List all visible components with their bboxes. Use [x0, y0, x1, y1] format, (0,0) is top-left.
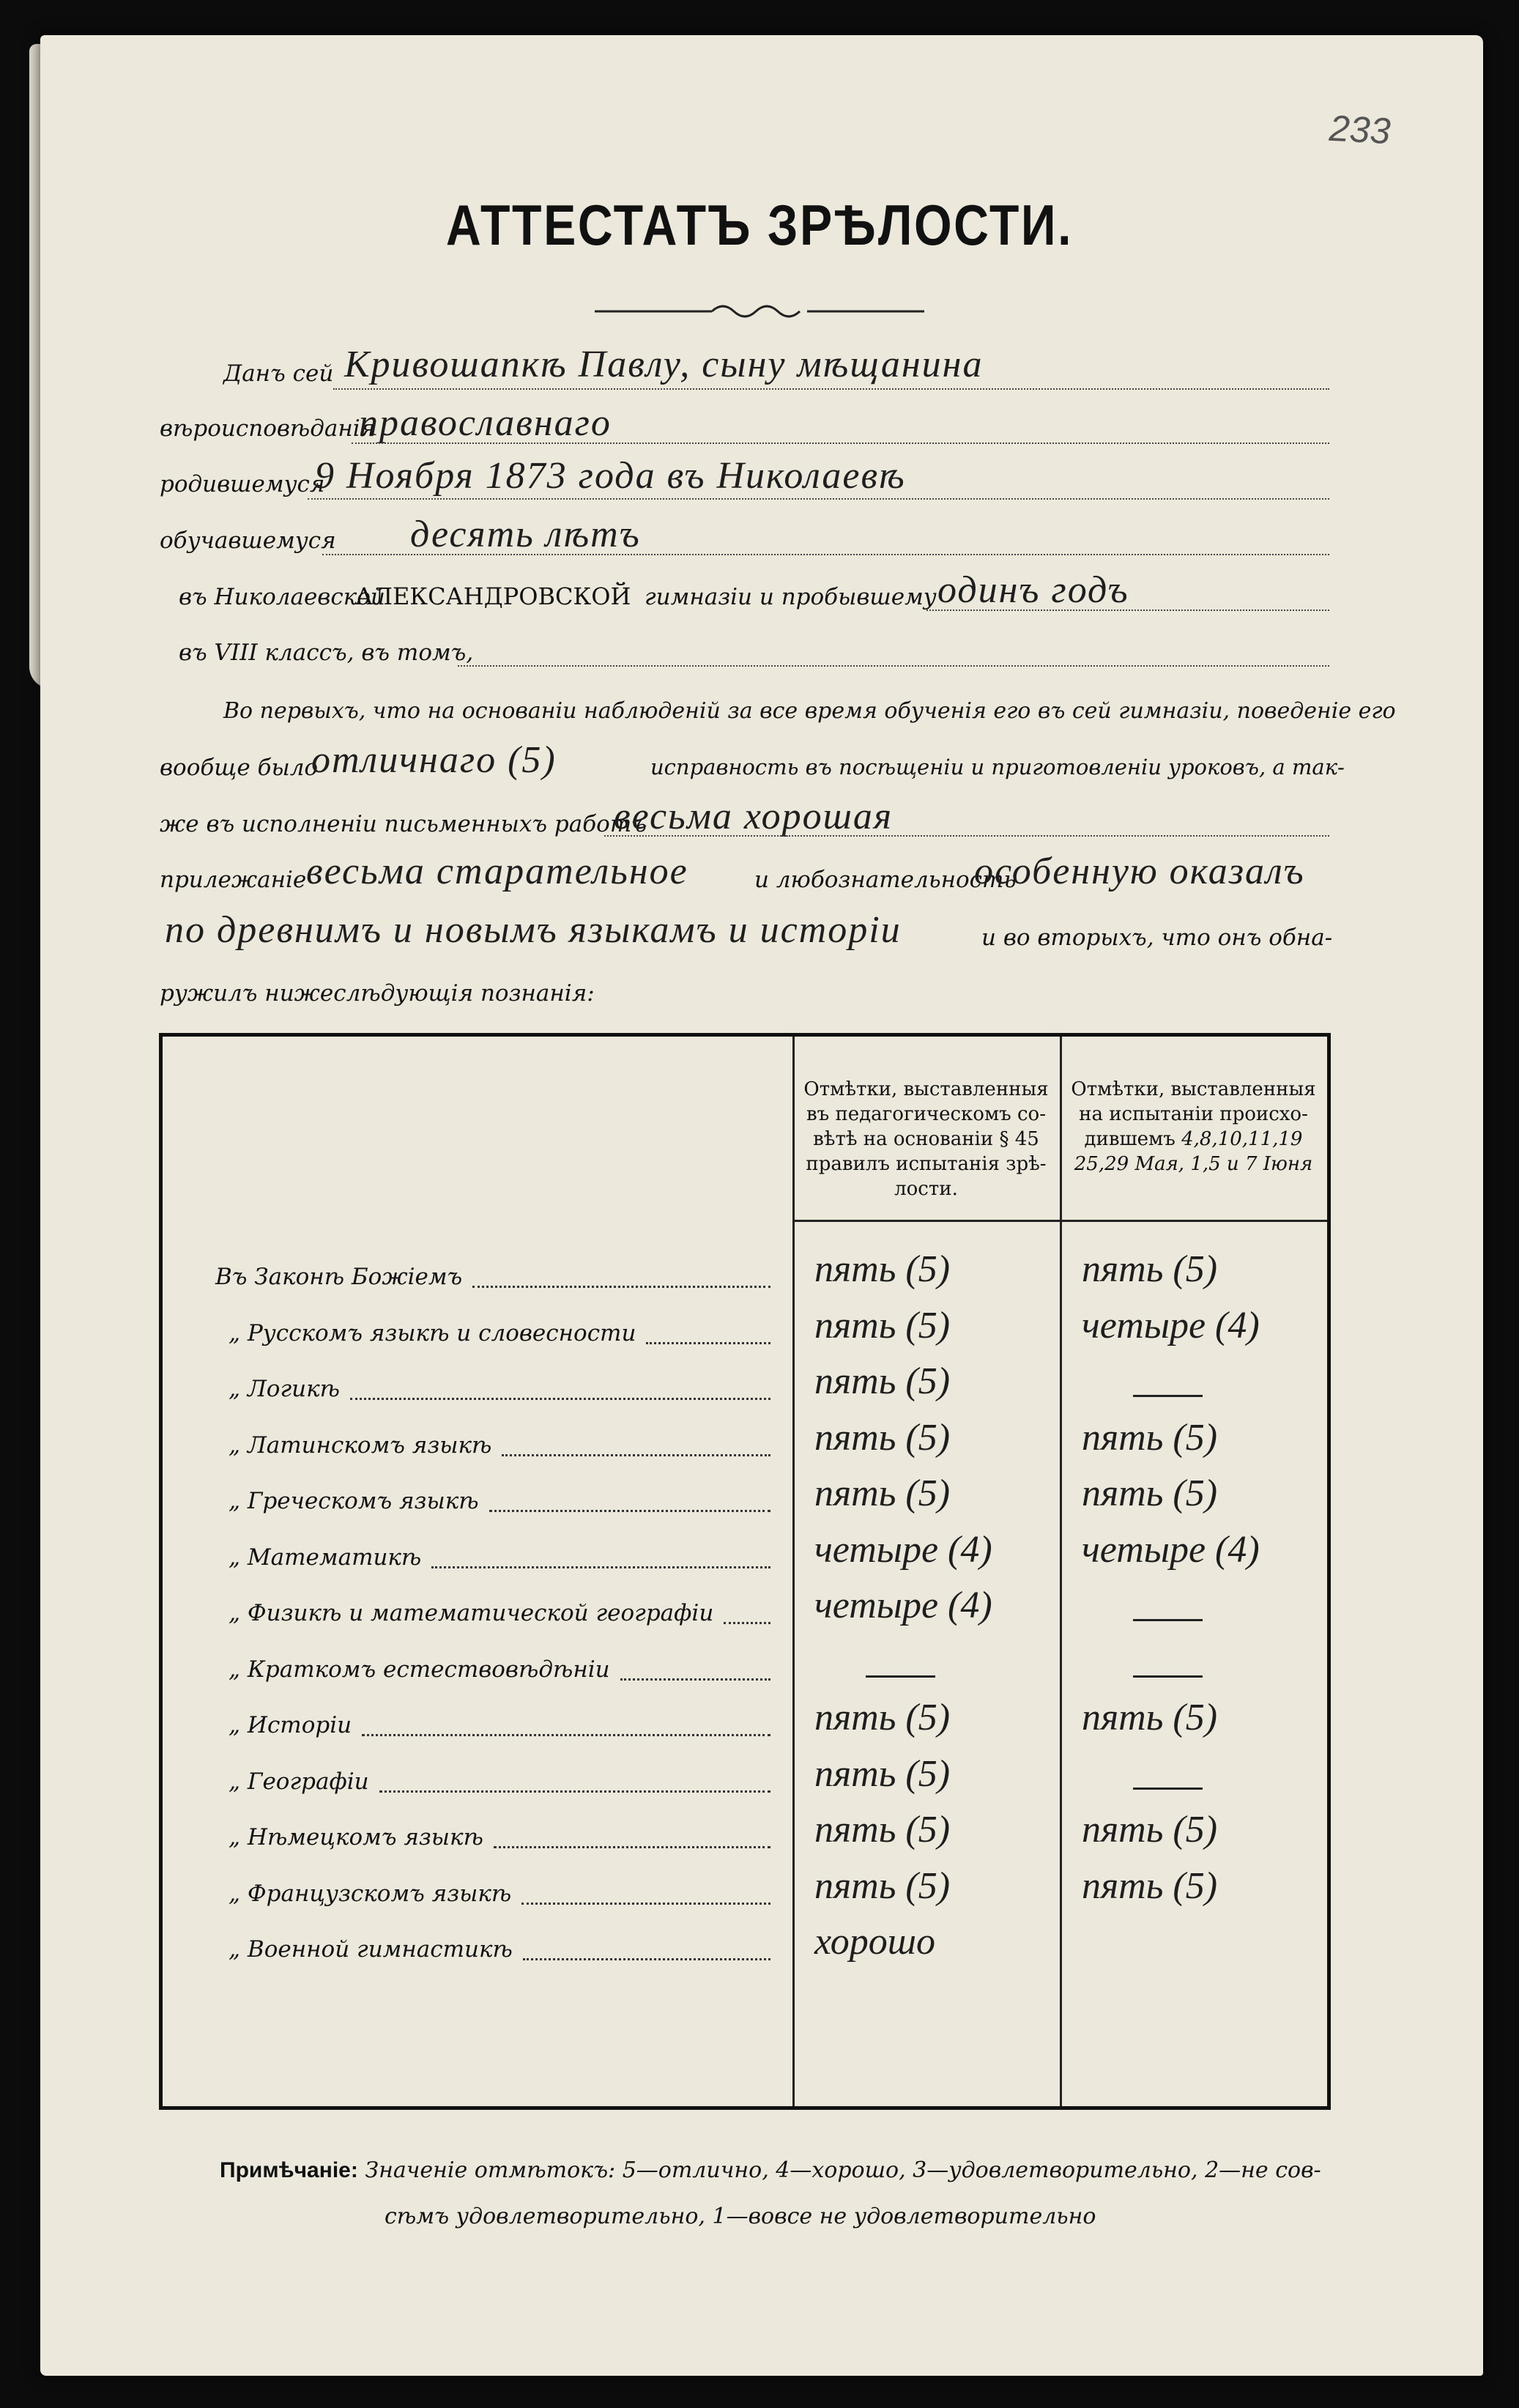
diligence-value-handwritten: весьма старательное	[306, 851, 688, 892]
curiosity-value-handwritten: особенную оказалъ	[974, 851, 1305, 892]
table-row-dot-leader	[502, 1454, 770, 1456]
given-dotted-line	[333, 388, 1329, 390]
table-row-grade1-handwritten: четыре (4)	[814, 1585, 992, 1626]
studied-value-handwritten: десять лѣтъ	[410, 514, 641, 555]
religion-value-handwritten: православнаго	[359, 402, 612, 444]
footnote-line-1: Примѣчаніе: Значеніе отмѣтокъ: 5—отлично, 4—хорошо, 3—удовлетворительно, 2—не сов-	[220, 2157, 1321, 2183]
table-row-dot-leader	[523, 1958, 770, 1960]
table-row-dot-leader	[489, 1510, 770, 1512]
table-row-subject: „ Русскомъ языкѣ и словесности	[229, 1319, 636, 1346]
studied-dotted-line	[322, 554, 1329, 555]
table-row-grade2-handwritten: пять (5)	[1082, 1416, 1218, 1459]
diligence-label: прилежаніе	[160, 867, 307, 893]
table-row-subject: Въ Законѣ Божіемъ	[215, 1264, 463, 1290]
table-row-grade2-handwritten: пять (5)	[1082, 1809, 1218, 1851]
school-name: АЛЕКСАНДРОВСКОЙ	[355, 582, 631, 610]
curiosity-value-2-handwritten: по древнимъ и новымъ языкамъ и исторіи	[165, 909, 902, 951]
table-row-subject: „ Географіи	[229, 1768, 369, 1795]
table-row-grade1-handwritten: пять (5)	[814, 1864, 951, 1907]
table-row-dot-leader	[521, 1903, 770, 1905]
table-row-grade2-handwritten: четыре (4)	[1082, 1528, 1260, 1571]
table-row-subject: „ Латинскомъ языкѣ	[229, 1431, 492, 1459]
table-row-dot-leader	[379, 1790, 770, 1793]
table-column-divider-2	[1060, 1037, 1062, 2106]
folio-number: 233	[1328, 107, 1392, 152]
table-row-subject: „ Исторіи	[229, 1712, 352, 1738]
school-years-handwritten: одинъ годъ	[937, 569, 1129, 611]
grades-table	[159, 1033, 1331, 2110]
born-value-handwritten: 9 Ноября 1873 года въ Николаевѣ	[315, 455, 906, 497]
religion-label: вѣроисповѣданія	[160, 415, 376, 442]
paragraph-line-6: ружилъ нижеслѣдующія познанія:	[160, 980, 595, 1007]
school-text-1: въ Николаевской	[179, 584, 385, 610]
col1-header: Отмѣтки, выставленныя въ педагогическомъ со- вѣтѣ на основаніи § 45 правилъ испытанія зрѣ- лости.	[803, 1078, 1049, 1200]
table-header-divider	[792, 1220, 1327, 1222]
table-row-grade2-dash	[1133, 1675, 1203, 1678]
footnote-line-2: сѣмъ удовлетворительно, 1—вовсе не удовлетворительно	[385, 2204, 1096, 2229]
table-row-dot-leader	[362, 1734, 770, 1736]
table-row-grade2-handwritten: четыре (4)	[1082, 1304, 1260, 1346]
table-row-grade2-dash	[1133, 1395, 1203, 1397]
table-row-grade1-handwritten: пять (5)	[814, 1809, 951, 1851]
table-row-dot-leader	[620, 1678, 770, 1681]
curiosity-label: и любознательность	[754, 867, 1017, 893]
document-title: АТТЕСТАТЪ ЗРѢЛОСТИ.	[445, 193, 1074, 257]
table-row-subject: „ Математикѣ	[229, 1544, 422, 1571]
table-row-subject: „ Краткомъ естествовѣдѣніи	[229, 1656, 610, 1683]
table-row-grade1-handwritten: пять (5)	[814, 1304, 951, 1346]
school-years-dotted-line	[926, 610, 1329, 611]
born-dotted-line	[308, 498, 1329, 500]
table-row-grade2-handwritten: пять (5)	[1082, 1697, 1218, 1738]
table-row-subject: „ Французскомъ языкѣ	[229, 1880, 512, 1907]
given-label: Данъ сей	[223, 360, 334, 387]
class-dotted-line	[458, 665, 1329, 667]
table-row-dot-leader	[350, 1398, 770, 1400]
paragraph-line-1: Во первыхъ, что на основаніи наблюденій за все время обученія его въ сей гимназіи, поведеніе его	[223, 698, 1396, 724]
table-row-grade1-handwritten: пять (5)	[814, 1752, 951, 1795]
table-row-grade1-handwritten: хорошо	[814, 1921, 936, 1963]
school-text-2: гимназіи и пробывшему	[645, 584, 937, 610]
written-work-handwritten: весьма хорошая	[614, 796, 894, 837]
table-row-subject: „ Военной гимнастикѣ	[229, 1936, 513, 1963]
table-row-dot-leader	[724, 1622, 770, 1624]
table-row-grade2-dash	[1133, 1788, 1203, 1790]
table-row-dot-leader	[646, 1342, 770, 1344]
table-row-grade1-handwritten: четыре (4)	[814, 1528, 992, 1571]
table-row-dot-leader	[494, 1846, 770, 1848]
table-row-subject: „ Физикѣ и математической географіи	[229, 1600, 714, 1626]
written-work-dotted-line	[604, 835, 1329, 837]
table-row-grade2-handwritten: пять (5)	[1082, 1248, 1218, 1290]
given-value-handwritten: Кривошапкѣ Павлу, сыну мѣщанина	[344, 344, 984, 385]
table-row-grade2-handwritten: пять (5)	[1082, 1864, 1218, 1907]
table-row-grade1-handwritten: пять (5)	[814, 1472, 951, 1514]
studied-label: обучавшемуся	[160, 527, 336, 554]
paragraph-line-2a: вообще было	[160, 755, 319, 781]
table-row-grade1-dash	[866, 1675, 935, 1678]
born-label: родившемуся	[160, 471, 325, 497]
paragraph-line-5b: и во вторыхъ, что онъ обна-	[981, 925, 1333, 951]
table-row-dot-leader	[472, 1286, 770, 1288]
title-ornament-divider	[595, 297, 924, 326]
class-text: въ VIII классъ, въ томъ,	[179, 640, 474, 666]
footnote-label: Примѣчаніе:	[220, 2158, 358, 2182]
paragraph-line-2b: исправность въ посѣщеніи и приготовленіи уроковъ, а так-	[650, 755, 1345, 779]
behavior-value-handwritten: отличнаго (5)	[311, 739, 557, 781]
table-row-grade1-handwritten: пять (5)	[814, 1360, 951, 1402]
table-row-grade2-dash	[1133, 1619, 1203, 1621]
religion-dotted-line	[352, 442, 1329, 444]
table-row-grade1-handwritten: пять (5)	[814, 1416, 951, 1459]
table-row-subject: „ Нѣмецкомъ языкѣ	[229, 1824, 483, 1851]
col2-header: Отмѣтки, выставленныя на испытаніи происхо- дившемъ 4,8,10,11,19 25,29 Мая, 1,5 и 7 Іюня	[1071, 1078, 1316, 1175]
table-row-subject: „ Логикѣ	[229, 1376, 340, 1402]
table-row-grade1-handwritten: пять (5)	[814, 1248, 951, 1290]
paragraph-line-3a: же въ исполненіи письменныхъ работъ	[160, 811, 647, 837]
table-row-subject: „ Греческомъ языкѣ	[229, 1488, 479, 1514]
table-row-grade1-handwritten: пять (5)	[814, 1697, 951, 1738]
table-column-divider-1	[792, 1037, 795, 2106]
table-row-dot-leader	[431, 1566, 770, 1568]
table-row-grade2-handwritten: пять (5)	[1082, 1472, 1218, 1514]
